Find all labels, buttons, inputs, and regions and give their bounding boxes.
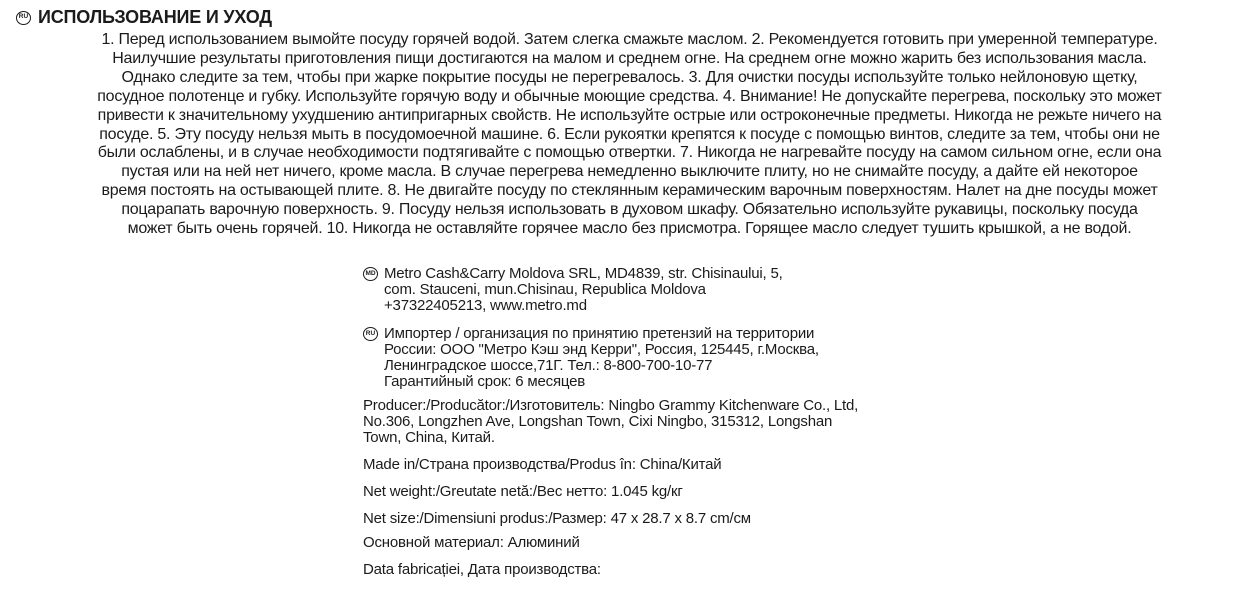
ru-badge-icon: RU — [16, 11, 31, 25]
care-instructions-line: поцарапать варочную поверхность. 9. Посуду нельзя использовать в духовом шкафу. Обязательно используйте рукавицы, поскольку посуда — [121, 201, 1138, 219]
distributor-address-line: Metro Cash&Carry Moldova SRL, MD4839, str. Chisinaului, 5, — [384, 265, 783, 282]
distributor-address-line: com. Stauceni, mun.Chisinau, Republica Moldova — [384, 281, 706, 298]
producer-address-line: No.306, Longzhen Ave, Longshan Town, Cixi Ningbo, 315312, Longshan — [363, 413, 833, 430]
material-line: Основной материал: Алюминий — [363, 534, 580, 551]
net-size-line: Net size:/Dimensiuni produs:/Размер: 47 x 28.7 x 8.7 cm/см — [363, 510, 751, 527]
care-instructions-line: 1. Перед использованием вымойте посуду горячей водой. Затем слегка смажьте маслом. 2. Рекомендуется готовить при умеренной температуре. — [101, 31, 1158, 48]
care-instructions-line: посуде. 5. Эту посуду нельзя мыть в посудомоечной машине. 6. Если рукоятки крепятся к посуде с помощью винтов, следите за тем, чтобы они не — [99, 125, 1160, 143]
care-instructions-line: время постоять на остывающей плите. 8. Не двигайте посуду по стеклянным керамическим варочным поверхностям. Налет на дне посуды может — [101, 182, 1158, 200]
distributor-address-line: +37322405213, www.metro.md — [384, 297, 587, 314]
importer-block — [363, 326, 963, 390]
manufacturer-info-column — [363, 266, 963, 589]
importer-address-line: Импортер / организация по принятию претензий на территории — [384, 325, 815, 342]
md-badge-icon: MD — [363, 267, 378, 281]
net-weight-line: Net weight:/Greutate netă:/Вес нетто: 1.045 kg/кг — [363, 483, 683, 500]
care-instructions-line: были ослаблены, и в случае необходимости подтягивайте с помощью отвертки. 7. Никогда не нагревайте посуду на самом сильном огне, если она — [97, 144, 1162, 162]
producer-block — [363, 398, 963, 446]
production-date-line: Data fabricației, Дата производства: — [363, 561, 601, 578]
care-instructions-line: привести к значительному ухудшению антипригарных свойств. Не используйте острые или остроконечные предметы. Никогда не режьте ничего на — [97, 106, 1162, 124]
importer-address-line: России: ООО "Метро Кэш энд Керри", Россия, 125445, г.Москва, — [384, 341, 819, 358]
distributor-block — [363, 266, 963, 314]
importer-address-line: Гарантийный срок: 6 месяцев — [384, 373, 586, 390]
distributor-address — [384, 266, 783, 314]
care-instructions-line: посудное полотенце и губку. Используйте горячую воду и обычные моющие средства. 4. Внимание! Не допускайте перегрева, поскольку это может — [97, 87, 1162, 105]
care-instructions-line: Однако следите за тем, чтобы при жарке покрытие посуды не перегревалось. 3. Для очистки посуды используйте только нейлоновую щетку, — [121, 68, 1138, 86]
section-header — [0, 0, 1259, 28]
made-in-line: Made in/Страна производства/Produs în: China/Китай — [363, 456, 722, 473]
producer-address-line: Producer:/Producător:/Изготовитель: Ningbo Grammy Kitchenware Co., Ltd, — [363, 397, 859, 414]
care-instructions-line: может быть очень горячей. 10. Никогда не оставляйте горячее масло без присмотра. Горящее масло следует тушить крышкой, а не водой. — [127, 220, 1132, 238]
care-instructions-line: Наилучшие результаты приготовления пищи достигаются на малом и среднем огне. На среднем огне можно жарить без использования масла. — [112, 49, 1147, 67]
importer-address-line: Ленинградское шоссе,71Г. Тел.: 8-800-700-10-77 — [384, 357, 713, 374]
ru-badge-icon: RU — [363, 327, 378, 341]
producer-address — [363, 398, 963, 446]
producer-address-line: Town, China, Китай. — [363, 429, 495, 446]
importer-address — [384, 326, 819, 390]
care-instructions — [0, 31, 1259, 239]
section-title: ИСПОЛЬЗОВАНИЕ И УХОД — [38, 7, 272, 27]
care-instructions-line: пустая или на ней нет ничего, кроме масла. В случае перегрева немедленно выключите плиту, но не снимайте посуду, а дайте ей некоторое — [121, 163, 1138, 181]
